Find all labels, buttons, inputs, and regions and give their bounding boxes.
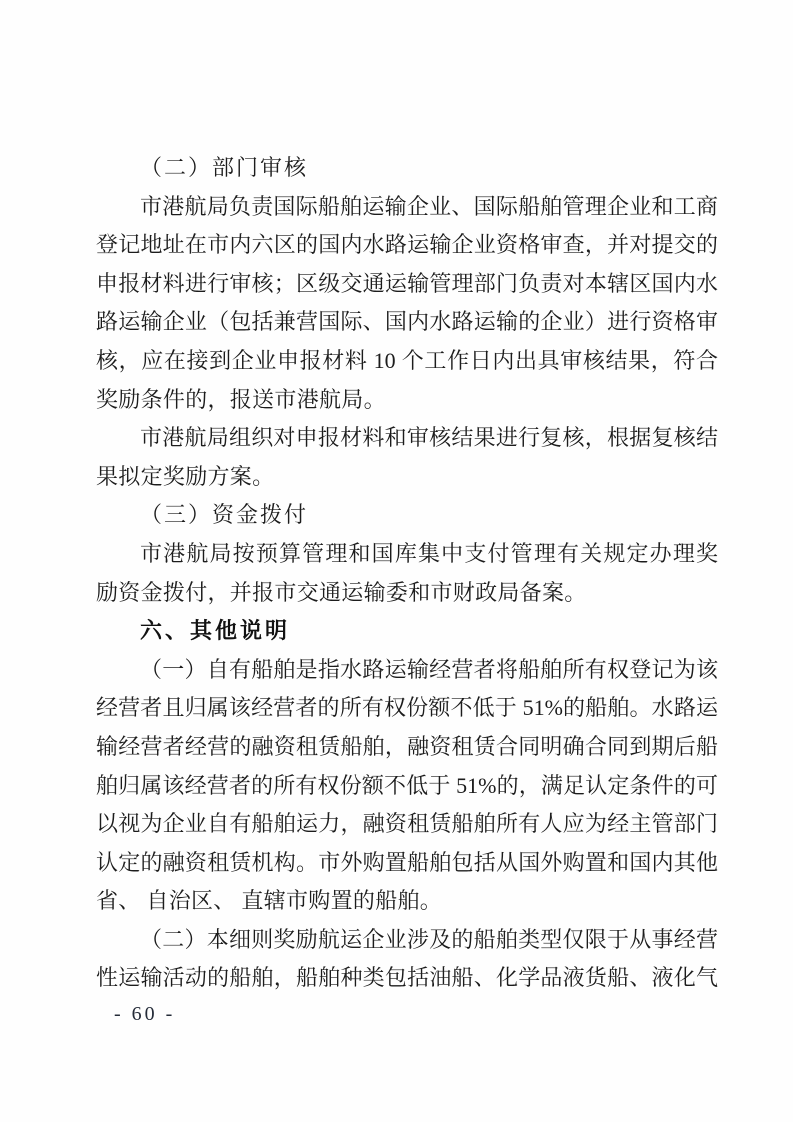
document-content xyxy=(96,149,718,998)
text-line: 舶归属该经营者的所有权份额不低于 51%的，满足认定条件的可 xyxy=(96,772,718,798)
text-line: 市港航局组织对申报材料和审核结果进行复核，根据复核结 xyxy=(140,425,718,451)
text-line: 登记地址在市内六区的国内水路运输企业资格审查，并对提交的 xyxy=(96,232,718,258)
text-line: 申报材料进行审核；区级交通运输管理部门负责对本辖区国内水 xyxy=(96,270,718,296)
text-line: 励资金拨付，并报市交通运输委和市财政局备案。 xyxy=(96,579,587,605)
text-line: （二）本细则奖励航运企业涉及的船舶类型仅限于从事经营 xyxy=(140,926,718,952)
text-line: 性运输活动的船舶，船舶种类包括油船、化学品液货船、液化气 xyxy=(96,965,718,991)
text-line: （一）自有船舶是指水路运输经营者将船舶所有权登记为该 xyxy=(140,656,718,682)
text-line: 奖励条件的，报送市港航局。 xyxy=(96,386,386,412)
text-line: 认定的融资租赁机构。市外购置船舶包括从国外购置和国内其他 xyxy=(96,849,718,875)
text-line: 市港航局按预算管理和国库集中支付管理有关规定办理奖 xyxy=(140,540,718,566)
text-line: 以视为企业自有船舶运力，融资租赁船舶所有人应为经主管部门 xyxy=(96,811,718,837)
section-heading: （三）资金拨付 xyxy=(140,502,309,528)
section-heading: 六、其他说明 xyxy=(140,618,291,644)
text-line: 经营者且归属该经营者的所有权份额不低于 51%的船舶。水路运 xyxy=(96,695,718,721)
text-line: 省、 自治区、 直辖市购置的船舶。 xyxy=(96,888,443,914)
text-line: 市港航局负责国际船舶运输企业、国际船舶管理企业和工商 xyxy=(140,193,718,219)
text-line: 输经营者经营的融资租赁船舶，融资租赁合同明确合同到期后船 xyxy=(96,733,718,759)
section-heading: （二）部门审核 xyxy=(140,155,309,180)
text-line: 果拟定奖励方案。 xyxy=(96,463,275,489)
page-number: - 60 - xyxy=(114,1003,176,1025)
text-line: 路运输企业（包括兼营国际、国内水路运输的企业）进行资格审 xyxy=(96,309,718,335)
text-line: 核，应在接到企业申报材料 10 个工作日内出具审核结果，符合 xyxy=(96,347,718,373)
